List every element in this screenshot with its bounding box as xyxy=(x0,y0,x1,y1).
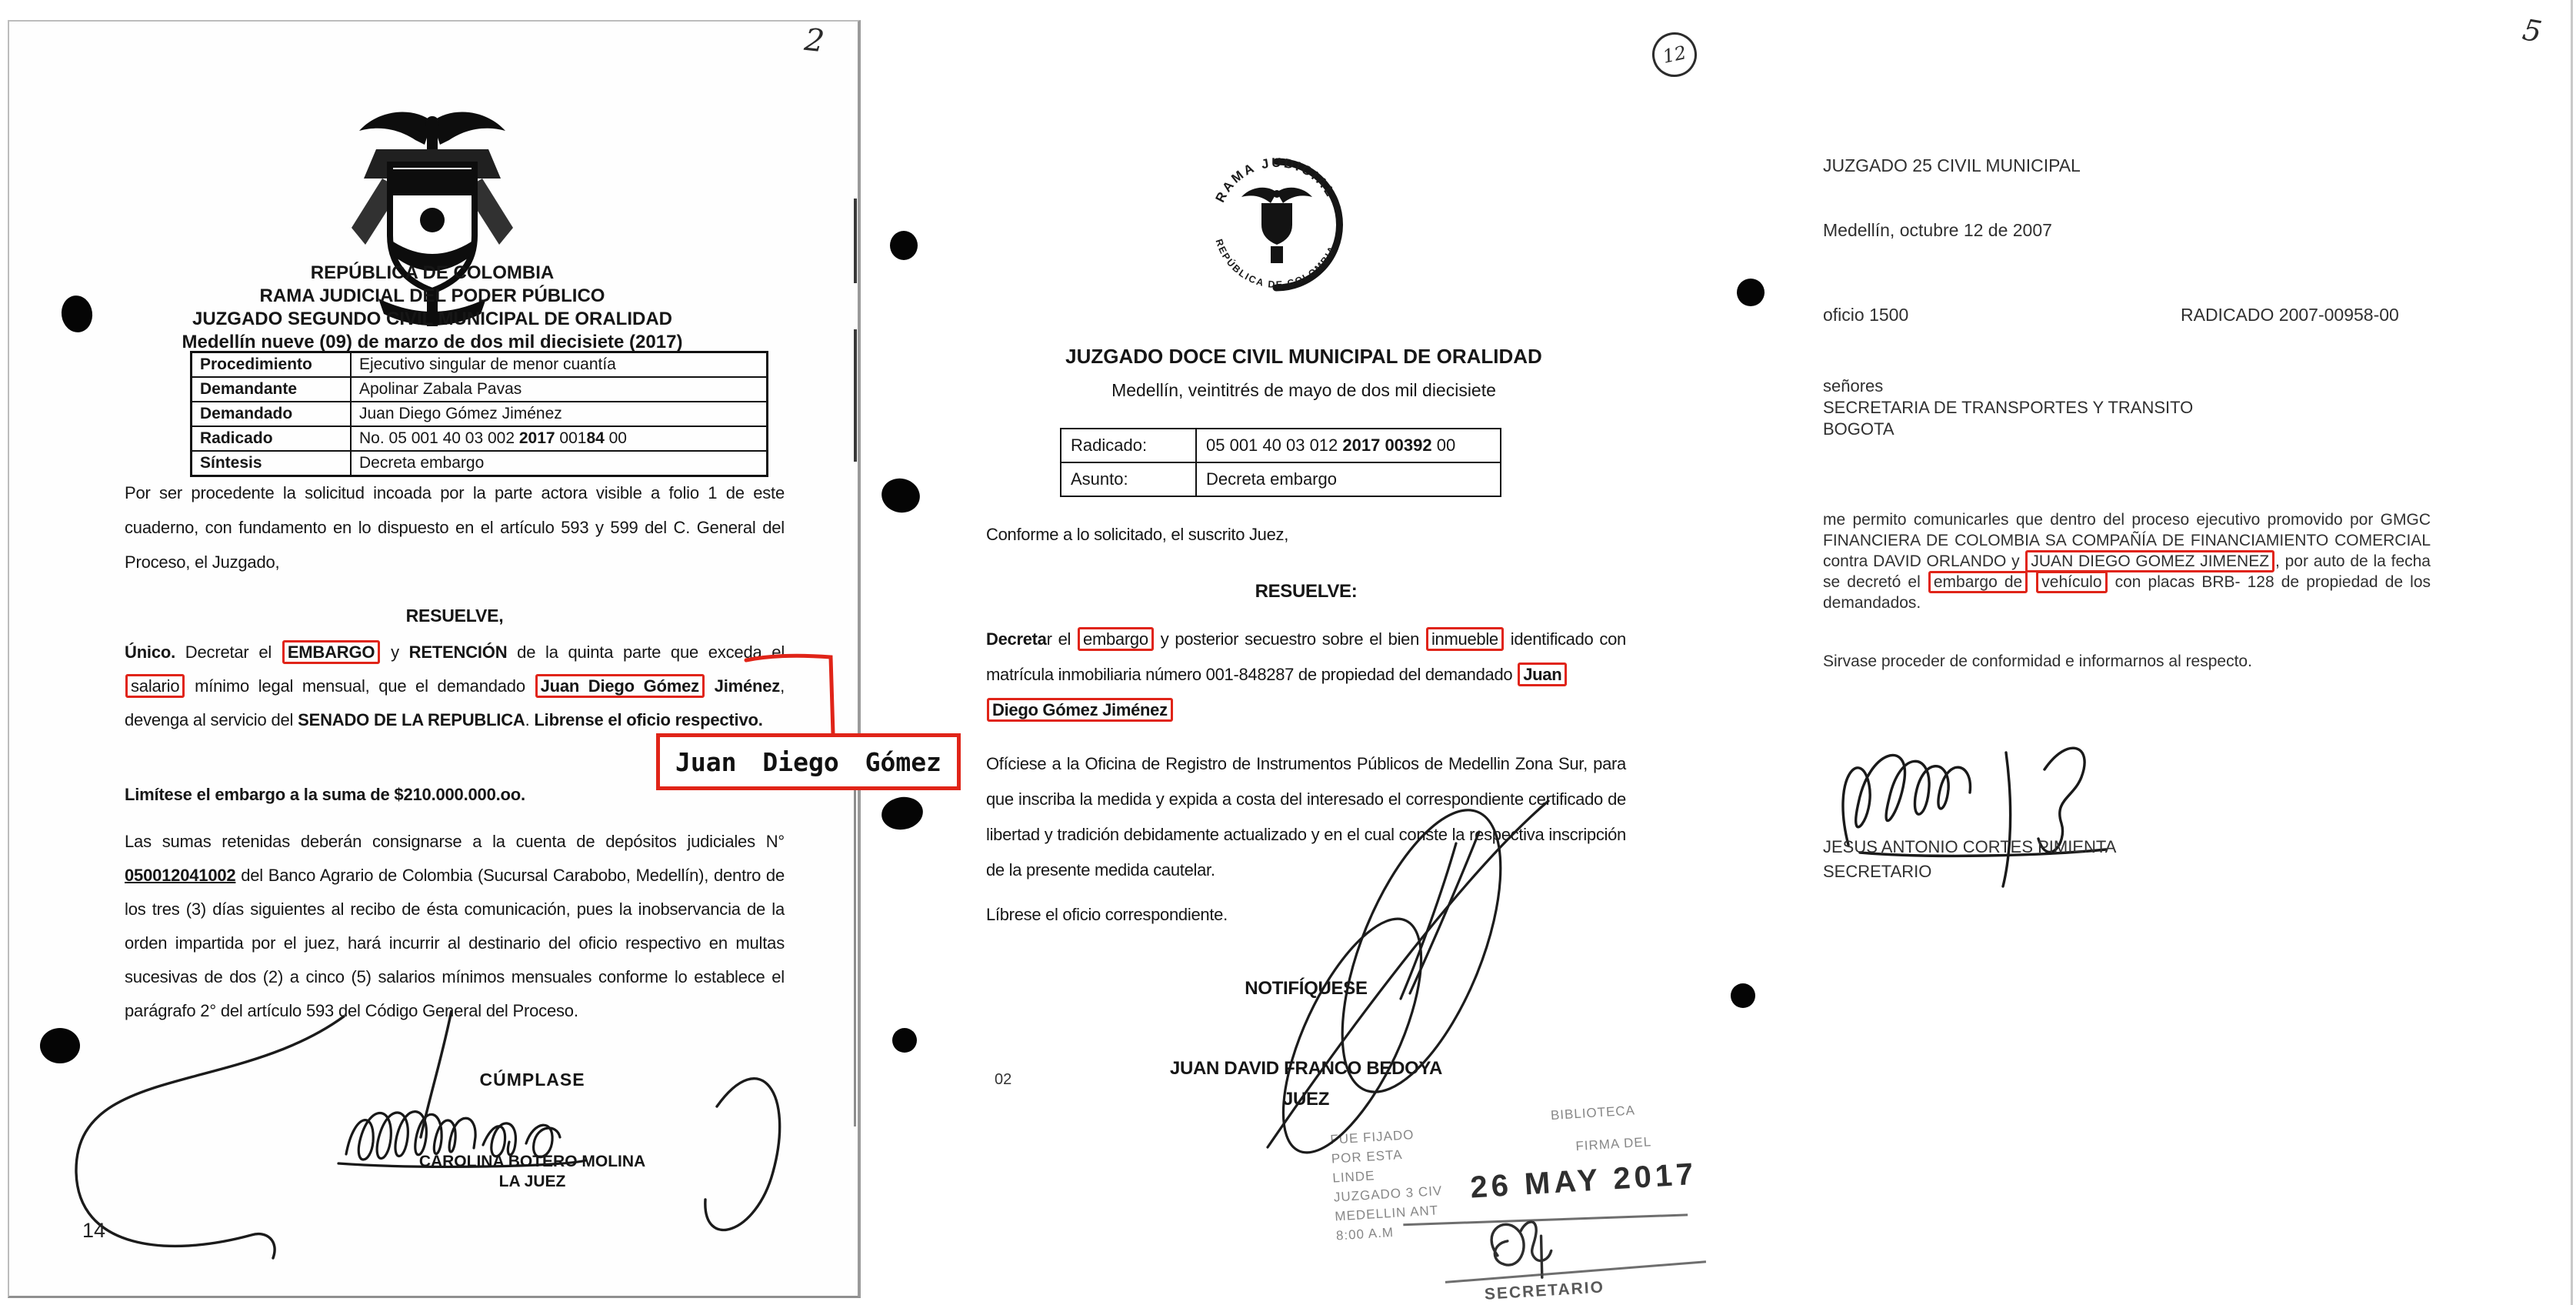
stamp-line: FUE FIJADO xyxy=(1329,1127,1415,1147)
judge-signature-icon xyxy=(1225,797,1564,1182)
sirvase-line: Sirvase proceder de conformidad e informarnos al respecto. xyxy=(1823,652,2252,670)
header-line-branch: RAMA JUDICIAL DEL PODER PÚBLICO xyxy=(259,285,605,306)
page1-court-header xyxy=(86,262,778,354)
body-paragraph: me permito comunicarles que dentro del proceso ejecutivo promovido por GMGC FINANCIERA DE COLOMBIA SA COMPAÑÍA DE FINANCIAMIENTO COMERCIAL contra DAVID ORLANDO y JUAN DIEGO GOMEZ JIMENEZ , por auto de la fecha se decretó el embargo de vehículo con placas BRB- 128 de propiedad de los demandados. xyxy=(1823,511,2431,612)
seal-bottom-text: REPÚBLICA DE COLOMBIA xyxy=(1213,237,1338,291)
annotation-label: Juan Diego Gómez xyxy=(675,746,941,777)
table-row xyxy=(1061,462,1501,496)
row-label: Demandante xyxy=(192,377,352,402)
row-value: Apolinar Zabala Pavas xyxy=(351,377,768,402)
table-row xyxy=(192,352,768,378)
addressee-block xyxy=(1823,375,2193,440)
judge-name: JUAN DAVID FRANCO BEDOYA xyxy=(1169,1058,1443,1079)
seal-top-text: RAMA JUDICIAL xyxy=(1212,155,1339,205)
stamp-line: POR ESTA xyxy=(1331,1147,1404,1166)
ink-blot xyxy=(1731,983,1755,1008)
limitese-line: Limítese el embargo a la suma de $210.000.000.oo. xyxy=(125,785,525,804)
row-value: 05 001 40 03 012 2017 00392 00 xyxy=(1196,429,1501,462)
pen-flourish-icon xyxy=(21,1010,813,1291)
secretary-title: SECRETARIO xyxy=(1823,862,1932,881)
page1-folio-number: 14 xyxy=(82,1219,106,1242)
judge-name: CAROLINA BOTERO MOLINA xyxy=(418,1153,646,1170)
annotation-connector-line xyxy=(723,642,854,746)
librese-line: Líbrese el oficio correspondiente. xyxy=(986,905,1228,924)
decreta-paragraph: Decretar el embargo y posterior secuestro sobre el bien inmueble identificado con matrícula inmobiliaria número 001-848287 de propiedad del demandado Juan Diego Gómez Jiménez xyxy=(986,622,1626,728)
addressee-city: BOGOTA xyxy=(1823,419,1895,439)
resuelve-heading: RESUELVE: xyxy=(1255,581,1358,602)
radicado-table xyxy=(1060,428,1501,497)
row-value: Decreta embargo xyxy=(351,451,768,476)
row-label: Procedimiento xyxy=(192,352,352,378)
stamp-line: MEDELLIN ANT xyxy=(1334,1203,1439,1224)
stamp-secretary-label: SECRETARIO xyxy=(1484,1278,1605,1303)
page2-date-line: Medellín, veintitrés de mayo de dos mil diecisiete xyxy=(1111,380,1496,400)
row-label: Radicado xyxy=(192,426,352,451)
row-label: Demandado xyxy=(192,402,352,426)
intro-paragraph: Por ser procedente la solicitud incoada por la parte actora visible a folio 1 de este cuaderno, con fundamento en lo dispuesto en el artículo 593 y 599 del C. General del Proceso, el Juzgado, xyxy=(125,483,785,572)
page3-date-line: Medellín, octubre 12 de 2007 xyxy=(1823,220,2052,240)
table-row xyxy=(192,402,768,426)
stamp-line: JUZGADO 3 CIV xyxy=(1333,1183,1443,1205)
page3-transit-office-letter xyxy=(1761,0,2576,1305)
ink-blot xyxy=(1737,279,1765,306)
conforme-line: Conforme a lo solicitado, el suscrito Juez, xyxy=(986,525,1289,544)
case-summary-table xyxy=(190,351,768,477)
judicial-seal-icon xyxy=(1185,132,1369,317)
oficiese-paragraph: Ofíciese a la Oficina de Registro de Instrumentos Públicos de Medellin Zona Sur, para que inscriba la medida y expida a costa del interesado el correspondiente certificado de libertad y tradición debidamente actualizado y en el cual conste la respectiva inscripción de la presente medida cautelar. xyxy=(986,754,1626,879)
handwritten-page-marker: 2 xyxy=(802,22,826,60)
row-value: Decreta embargo xyxy=(1196,462,1501,496)
header-line-court: JUZGADO SEGUNDO CIVIL MUNICIPAL DE ORALIDAD xyxy=(192,309,673,329)
judge-title: JUEZ xyxy=(1282,1089,1330,1110)
stamp-date: 26 MAY 2017 xyxy=(1469,1156,1698,1205)
page2-footer-code: 02 xyxy=(995,1071,1012,1088)
oficio-number: oficio 1500 xyxy=(1823,305,1909,325)
table-row xyxy=(1061,429,1501,462)
scan-edge-line xyxy=(854,329,857,462)
page3-court-title: JUZGADO 25 CIVIL MUNICIPAL xyxy=(1823,155,2081,175)
cumplase-heading: CÚMPLASE xyxy=(479,1070,585,1090)
secretary-name: JESUS ANTONIO CORTES PIMIENTA xyxy=(1823,837,2117,856)
addressee-entity: SECRETARIA DE TRANSPORTES Y TRANSITO xyxy=(1823,398,2194,417)
row-label: Asunto: xyxy=(1061,462,1196,496)
row-value: Ejecutivo singular de menor cuantía xyxy=(351,352,768,378)
notifiquese-heading: NOTIFÍQUESE xyxy=(1245,978,1368,999)
addressee-salutation: señores xyxy=(1823,376,1884,396)
page2-secuestro-order xyxy=(865,0,1711,1305)
row-label: Síntesis xyxy=(192,451,352,476)
svg-text:REPÚBLICA DE COLOMBIA xyxy=(1214,238,1338,290)
stamp-right-text: BIBLIOTECA xyxy=(1550,1103,1636,1123)
page2-court-title: JUZGADO DOCE CIVIL MUNICIPAL DE ORALIDAD xyxy=(1065,345,1542,368)
ink-blot xyxy=(40,1028,80,1063)
name-annotation-box xyxy=(656,733,961,790)
row-label: Radicado: xyxy=(1061,429,1196,462)
table-row xyxy=(192,377,768,402)
scan-edge-line xyxy=(854,199,857,283)
stamp-line: LINDE xyxy=(1331,1168,1375,1186)
judge-title: LA JUEZ xyxy=(498,1173,566,1190)
scan-edge-line xyxy=(854,785,856,1126)
unico-paragraph: Único. Decretar el EMBARGO y RETENCIÓN de la quinta parte que exceda el salario mínimo legal mensual, que el demandado Juan Diego Gómez Jiménez, devenga al servicio del SENADO DE LA REPUBLICA. Librense el oficio respectivo. xyxy=(125,636,785,737)
handwritten-page-marker: 5 xyxy=(2520,12,2544,49)
header-line-date: Medellín nueve (09) de marzo de dos mil diecisiete (2017) xyxy=(182,332,683,352)
marker-value: 12 xyxy=(1661,42,1688,68)
header-line-republic: REPÚBLICA DE COLOMBIA xyxy=(310,262,555,283)
sumas-paragraph: Las sumas retenidas deberán consignarse a la cuenta de depósitos judiciales N° 050012041002 del Banco Agrario de Colombia (Sucursal Carabobo, Medellín), dentro de los tres (3) días siguientes al recibo de ésta comunicación, pues la inobservancia de la orden impartida por el juez, hará incurrir al destinario del oficio respectivo en multas sucesivas de dos (2) a cinco (5) salarios mínimos mensuales conforme lo establece el parágrafo 2° del artículo 593 del Código General del Proceso. xyxy=(125,832,785,1020)
stamp-right-text: FIRMA DEL xyxy=(1575,1134,1652,1154)
radicado-number: RADICADO 2007-00958-00 xyxy=(2181,305,2399,325)
table-row xyxy=(192,451,768,476)
table-row xyxy=(192,426,768,451)
stamp-line: 8:00 A.M xyxy=(1335,1224,1395,1243)
row-value: Juan Diego Gómez Jiménez xyxy=(351,402,768,426)
row-value: No. 05 001 40 03 002 2017 00184 00 xyxy=(351,426,768,451)
resuelve-heading: RESUELVE, xyxy=(405,606,504,626)
